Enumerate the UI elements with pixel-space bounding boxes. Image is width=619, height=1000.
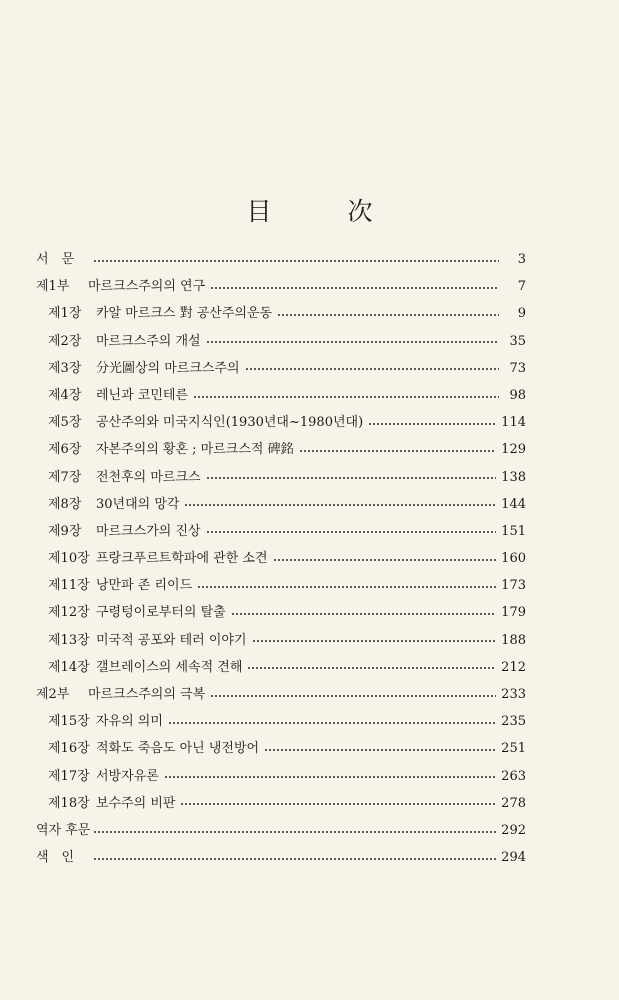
toc-entry-chapter-7[interactable] [36, 464, 526, 491]
toc-page-number: 114 [501, 415, 526, 431]
toc-title: 마르크스주의의 연구 [88, 279, 206, 295]
toc-page-number: 7 [517, 279, 526, 295]
leader-dots [231, 613, 496, 615]
toc-number: 제15장 [48, 714, 90, 730]
toc-number: 제2부 [36, 687, 70, 702]
toc-page-number: 212 [501, 659, 526, 675]
toc-entry-chapter-8[interactable] [36, 491, 526, 518]
leader-dots [168, 722, 496, 724]
title-char-1: 目 [246, 197, 272, 226]
toc-page-number: 129 [501, 442, 526, 458]
toc-title: 카알 마르크스 對 공산주의운동 [96, 306, 273, 322]
toc-number: 제3장 [48, 360, 82, 376]
toc-entry-chapter-5[interactable] [36, 409, 526, 436]
leader-dots [180, 803, 496, 805]
toc-entry-chapter-15[interactable] [36, 708, 526, 735]
leader-dots [206, 341, 499, 343]
toc-page-number: 73 [509, 360, 526, 376]
toc-number: 서 문 [36, 252, 75, 267]
leader-dots [93, 831, 496, 833]
toc-number: 제8장 [48, 496, 82, 512]
toc-page-number: 173 [501, 578, 526, 594]
leader-dots [93, 260, 499, 262]
toc-number: 제11장 [48, 578, 90, 594]
toc-number: 제1부 [36, 279, 70, 295]
toc-title: 서방자유론 [96, 768, 159, 784]
leader-dots [206, 531, 497, 533]
toc-title: 자유의 의미 [96, 714, 163, 730]
toc-title: 미국적 공포와 테러 이야기 [96, 632, 247, 648]
leader-dots [252, 640, 497, 642]
toc-number: 제10장 [48, 551, 90, 567]
leader-dots [299, 450, 497, 452]
toc-entry-index[interactable] [36, 844, 526, 871]
leader-dots [210, 695, 496, 697]
toc-entry-chapter-16[interactable] [36, 735, 526, 762]
toc-page-number: 251 [501, 741, 526, 757]
toc-entry-chapter-3[interactable] [36, 355, 526, 382]
toc-title: 레닌과 코민테른 [96, 387, 189, 403]
title-char-2: 次 [347, 197, 373, 226]
toc-number: 제14장 [48, 659, 90, 675]
leader-dots [197, 586, 496, 588]
toc-page-number: 35 [509, 333, 526, 349]
toc-title: 낭만파 존 리이드 [96, 578, 193, 594]
toc-title: 전천후의 마르크스 [96, 469, 201, 485]
toc-number: 제12장 [48, 605, 90, 621]
toc-number: 제6장 [48, 442, 82, 458]
toc-entry-translator-afterword[interactable] [36, 817, 526, 844]
toc-entry-part-1[interactable] [36, 273, 526, 300]
toc-number: 제4장 [48, 387, 82, 403]
toc-page-number: 188 [501, 632, 526, 648]
toc-entry-part-2[interactable] [36, 681, 526, 708]
toc-entry-chapter-17[interactable] [36, 763, 526, 790]
toc-entry-chapter-14[interactable] [36, 654, 526, 681]
toc-page-number: 98 [509, 387, 526, 403]
toc-entry-chapter-10[interactable] [36, 545, 526, 572]
leader-dots [184, 504, 496, 506]
leader-dots [210, 287, 499, 289]
toc-title: 자본주의의 황혼 ; 마르크스적 碑銘 [96, 442, 294, 458]
leader-dots [206, 477, 497, 479]
toc-page-number: 235 [501, 714, 526, 730]
toc-entry-chapter-12[interactable] [36, 599, 526, 626]
toc-entry-chapter-13[interactable] [36, 627, 526, 654]
toc-page-number: 294 [501, 850, 526, 866]
toc-title: 갤브레이스의 세속적 견해 [96, 659, 243, 675]
toc-title: 마르크스주의 개설 [96, 333, 201, 349]
leader-dots [368, 423, 496, 425]
toc-entry-chapter-11[interactable] [36, 572, 526, 599]
toc-page-number: 263 [501, 768, 526, 784]
leader-dots [264, 749, 496, 751]
toc-entry-chapter-4[interactable] [36, 382, 526, 409]
toc-title: 마르크스주의의 극복 [88, 687, 206, 702]
toc-number: 제5장 [48, 415, 82, 431]
toc-page-number: 138 [501, 469, 526, 485]
toc-page-number: 233 [501, 687, 526, 702]
toc-entry-chapter-18[interactable] [36, 790, 526, 817]
toc-title: 分光圖상의 마르크스주의 [96, 360, 240, 376]
toc-page-number: 151 [501, 523, 526, 539]
toc-title: 마르크스가의 진상 [96, 523, 201, 539]
toc-number: 제13장 [48, 632, 90, 648]
toc-page-number: 160 [501, 551, 526, 567]
toc-title: 30년대의 망각 [96, 496, 180, 512]
toc-number: 제1장 [48, 306, 82, 322]
toc-title: 구령텅이로부터의 탈출 [96, 605, 226, 621]
toc-entry-preface[interactable] [36, 246, 526, 273]
leader-dots [277, 314, 499, 316]
leader-dots [193, 396, 499, 398]
toc-number: 제7장 [48, 469, 82, 485]
toc-number: 제9장 [48, 523, 82, 539]
toc-page-number: 9 [517, 306, 526, 322]
leader-dots [245, 368, 499, 370]
toc-number: 제16장 [48, 741, 90, 757]
toc-number: 색 인 [36, 850, 75, 866]
table-of-contents [36, 246, 526, 871]
page-title [0, 192, 619, 228]
toc-page-number: 144 [501, 496, 526, 512]
toc-entry-chapter-6[interactable] [36, 436, 526, 463]
toc-page-number: 3 [517, 252, 526, 267]
toc-number: 제2장 [48, 333, 82, 349]
leader-dots [93, 858, 496, 860]
toc-title: 보수주의 비판 [96, 795, 176, 811]
toc-page-number: 179 [501, 605, 526, 621]
leader-dots [164, 776, 496, 778]
toc-title: 프랑크푸르트학파에 관한 소견 [96, 551, 268, 567]
toc-number: 제18장 [48, 795, 90, 811]
toc-page-number: 278 [501, 795, 526, 811]
toc-number: 역자 후문 [36, 822, 91, 838]
toc-number: 제17장 [48, 768, 90, 784]
toc-title: 공산주의와 미국지식인(1930년대~1980년대) [96, 415, 364, 431]
toc-page-number: 292 [501, 822, 526, 838]
leader-dots [273, 559, 497, 561]
toc-entry-chapter-9[interactable] [36, 518, 526, 545]
toc-title: 적화도 죽음도 아닌 냉전방어 [96, 741, 260, 757]
leader-dots [247, 667, 496, 669]
toc-entry-chapter-1[interactable] [36, 300, 526, 327]
toc-entry-chapter-2[interactable] [36, 328, 526, 355]
